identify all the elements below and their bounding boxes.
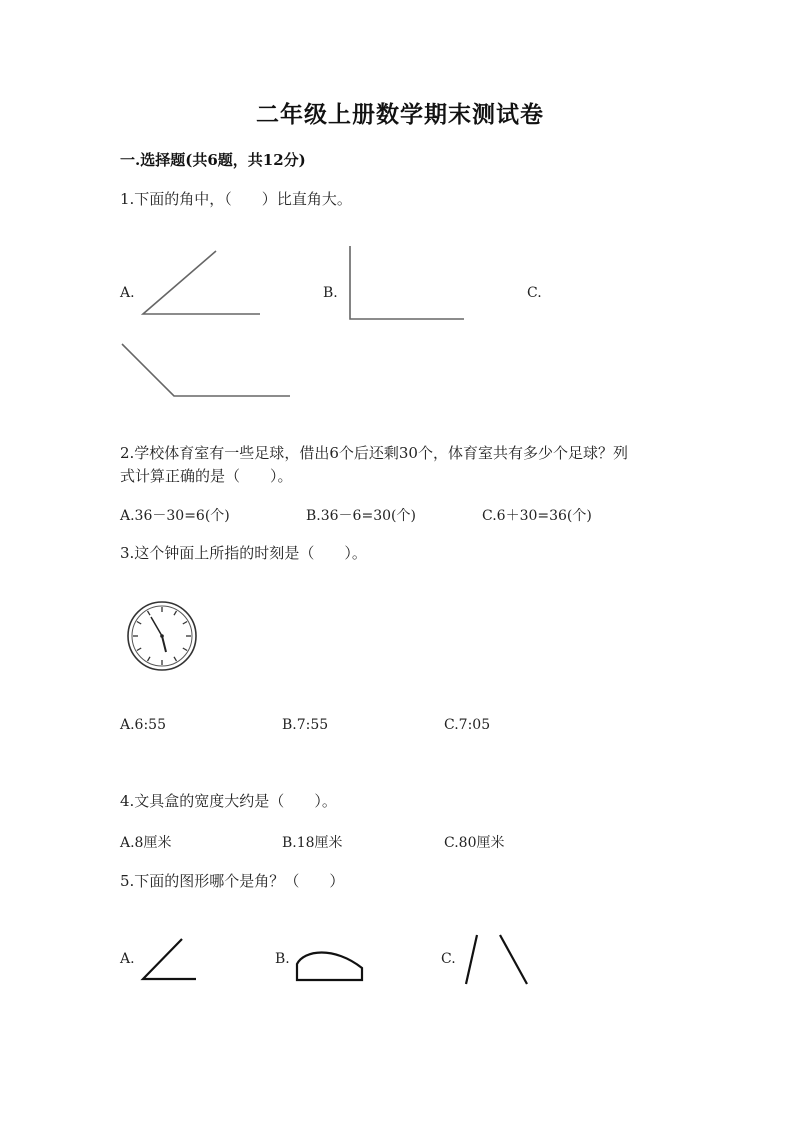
question-1: 1.下面的角中，（ ）比直角大。 — [120, 190, 352, 208]
question-2-line-2: 式计算正确的是（ ）。 — [120, 467, 293, 485]
q4-option-b: B.18厘米 — [282, 835, 343, 851]
q5-option-b-label: B. — [275, 951, 290, 967]
q5-option-c-separate-lines-figure — [460, 932, 532, 986]
q2-option-a: A.36－30=6(个) — [120, 508, 230, 524]
question-5: 5.下面的图形哪个是角？（ ） — [120, 872, 345, 890]
clock-face-figure — [126, 600, 198, 672]
q1-option-c-obtuse-angle-figure — [118, 340, 294, 402]
q2-option-c: C.6＋30=36(个) — [482, 508, 592, 524]
q3-option-b: B.7:55 — [282, 717, 329, 733]
q3-option-a: A.6:55 — [120, 717, 166, 733]
question-2-line-1: 2.学校体育室有一些足球，借出6个后还剩30个，体育室共有多少个足球？列 — [120, 444, 628, 462]
q1-option-a-acute-angle-figure — [140, 248, 265, 318]
q2-option-b: B.36－6=30(个) — [306, 508, 416, 524]
question-3: 3.这个钟面上所指的时刻是（ ）。 — [120, 544, 367, 562]
q5-option-b-curved-shape-figure — [294, 944, 368, 984]
q3-option-c: C.7:05 — [444, 717, 491, 733]
question-4: 4.文具盒的宽度大约是（ ）。 — [120, 792, 337, 810]
q1-option-b-right-angle-figure — [346, 245, 468, 323]
q1-option-b-label: B. — [323, 285, 338, 301]
q5-option-a-angle-figure — [140, 936, 200, 984]
q5-option-a-label: A. — [120, 951, 135, 967]
q1-option-c-label: C. — [527, 285, 542, 301]
q4-option-a: A.8厘米 — [120, 835, 172, 851]
q1-option-a-label: A. — [120, 285, 135, 301]
q4-option-c: C.80厘米 — [444, 835, 505, 851]
q5-option-c-label: C. — [441, 951, 456, 967]
page-title: 二年级上册数学期末测试卷 — [256, 101, 544, 128]
section-heading: 一.选择题(共6题，共12分) — [120, 151, 306, 169]
